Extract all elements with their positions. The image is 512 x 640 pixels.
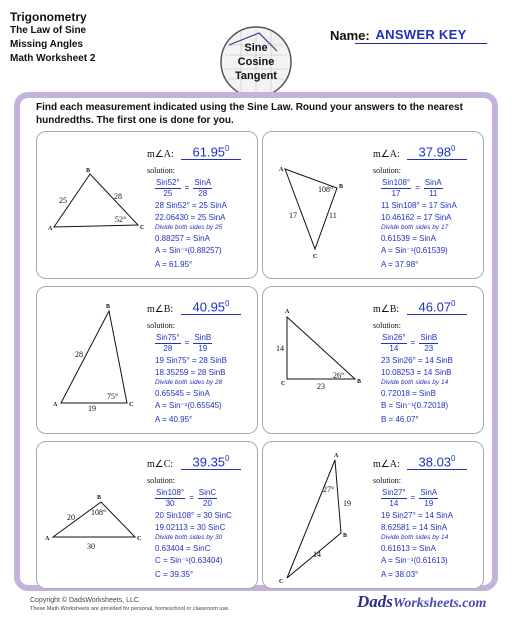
- side-label: 28: [114, 192, 122, 201]
- solution-label: solution:: [147, 321, 176, 330]
- fraction-denominator: 28: [198, 188, 208, 198]
- solution-label: solution:: [373, 476, 402, 485]
- worksheet-heading: [10, 10, 95, 66]
- fraction-numerator: SinC: [198, 487, 217, 497]
- degree-mark: 0: [451, 144, 456, 153]
- solution-final: C = 39.35°: [155, 570, 194, 579]
- side-label: 19: [343, 499, 351, 508]
- solution-step: 10.08253 = 14 SinB: [381, 367, 452, 377]
- fraction-numerator: Sin52°: [156, 177, 180, 187]
- side-label: 11: [329, 211, 337, 220]
- side-label: 19: [88, 404, 96, 413]
- solution-step: 19.02113 = 30 SinC: [155, 522, 226, 532]
- solution-step: C = Sin⁻¹(0.63404): [155, 555, 223, 565]
- solution-label: solution:: [373, 321, 402, 330]
- angle-label: 108°: [318, 185, 334, 194]
- side-label: 17: [289, 211, 297, 220]
- solution-step: 0.88257 = SinA: [155, 234, 210, 243]
- worksheet-subtitle: The Law of Sine: [10, 25, 87, 36]
- solution-step: 0.61539 = SinA: [381, 234, 436, 243]
- solution-note: Divide both sides by 30: [155, 534, 223, 541]
- fraction-numerator: Sin108°: [156, 487, 185, 497]
- angle-label: 52°: [115, 215, 127, 224]
- logo-part-site: Worksheets.com: [392, 596, 487, 611]
- solution-step: 18.35259 = 28 SinB: [155, 367, 226, 377]
- answer-value: 46.07: [418, 299, 452, 315]
- solution-step: 8.62581 = 14 SinA: [381, 522, 448, 532]
- vertex-label: A: [285, 309, 290, 315]
- vertex-label: C: [129, 402, 134, 408]
- answer-field[interactable]: [407, 144, 467, 160]
- worksheet-title: Trigonometry: [10, 10, 87, 24]
- solution-label: solution:: [147, 166, 176, 175]
- solution-label: solution:: [147, 476, 176, 485]
- solution-final: A = 37.98°: [381, 260, 419, 269]
- sine-cosine-tangent-logo: [219, 25, 293, 99]
- problem-card: [262, 286, 484, 434]
- vertex-label: B: [343, 533, 348, 539]
- solution-note: Divide both sides by 28: [155, 379, 223, 386]
- fraction-denominator: 17: [391, 188, 401, 198]
- side-label: 14: [276, 344, 284, 353]
- vertex-label: B: [106, 304, 111, 310]
- fraction-denominator: 19: [198, 343, 208, 353]
- solution-step: 23 Sin26° = 14 SinB: [381, 356, 453, 365]
- vertex-label: A: [53, 402, 58, 408]
- vertex-label: B: [339, 184, 344, 190]
- solution-step: 0.72018 = SinB: [381, 389, 436, 398]
- dadsworksheets-logo[interactable]: [357, 592, 486, 612]
- fraction-denominator: 30: [165, 498, 175, 508]
- vertex-label: C: [140, 225, 145, 231]
- answer-field[interactable]: [181, 299, 241, 315]
- vertex-label: A: [279, 167, 284, 173]
- problem-card: [36, 286, 258, 434]
- answer-field[interactable]: [181, 144, 241, 160]
- answer-field[interactable]: [407, 299, 467, 315]
- side-label: 20: [67, 513, 75, 522]
- logo-part-dads: Dads: [357, 592, 393, 611]
- side-label: 28: [75, 350, 83, 359]
- answer-value: 39.35: [192, 454, 226, 470]
- logo-word-cosine: Cosine: [237, 56, 275, 68]
- problem-card: [36, 131, 258, 279]
- solution-step: 0.61613 = SinA: [381, 544, 436, 553]
- problem-card: [262, 131, 484, 279]
- vertex-label: C: [279, 579, 284, 585]
- solution-step: 20 Sin108° = 30 SinC: [155, 511, 232, 520]
- problem-card: [262, 441, 484, 589]
- problem-card: [36, 441, 258, 589]
- fraction-numerator: SinB: [420, 332, 438, 342]
- worksheet-topic: Missing Angles: [10, 39, 83, 50]
- angle-prompt: m∠C:: [147, 459, 174, 470]
- answer-value: 38.03: [418, 454, 452, 470]
- solution-step: 0.63404 = SinC: [155, 544, 211, 553]
- solution-label: solution:: [373, 166, 402, 175]
- angle-label: 26°: [333, 371, 345, 380]
- solution-final: B = 46.07°: [381, 415, 419, 424]
- answer-field[interactable]: [407, 454, 467, 470]
- solution-note: Divide both sides by 25: [155, 224, 223, 231]
- degree-mark: 0: [225, 144, 230, 153]
- vertex-label: B: [357, 379, 362, 385]
- fraction-denominator: 23: [424, 343, 434, 353]
- fraction-denominator: 14: [389, 343, 399, 353]
- angle-prompt: m∠A:: [373, 149, 400, 160]
- fraction-numerator: SinA: [420, 487, 438, 497]
- answer-value: 61.95: [192, 144, 226, 160]
- solution-steps: $\frac{\text{Sin108°}}{17}$ = $\frac{\text{SinA}}{11}$ 11 Sin108° = 17 SinA 10.46162 = 17 SinA Divide both sides by 17 0.61539 = SinA A = Sin⁻¹(0.61539) A = 37.98°: [381, 177, 457, 269]
- angle-label: 27°: [323, 485, 335, 494]
- vertex-label: C: [137, 536, 142, 542]
- answer-field[interactable]: [181, 454, 241, 470]
- answer-value: 40.95: [192, 299, 226, 315]
- solution-note: Divide both sides by 17: [381, 224, 449, 231]
- vertex-label: A: [48, 226, 53, 232]
- angle-label: 75°: [107, 392, 119, 401]
- solution-step: B = Sin⁻¹(0.72018): [381, 400, 449, 410]
- fraction-numerator: SinA: [194, 177, 212, 187]
- logo-word-tangent: Tangent: [235, 70, 277, 82]
- footer-copyright-block: [30, 596, 230, 614]
- vertex-label: A: [45, 536, 50, 542]
- vertex-label: A: [334, 453, 339, 459]
- vertex-label: C: [281, 381, 286, 387]
- fraction-denominator: 28: [163, 343, 173, 353]
- solution-step: A = Sin⁻¹(0.61539): [381, 245, 448, 255]
- solution-final: A = 38.03°: [381, 570, 419, 579]
- solution-steps: $\frac{\text{Sin26°}}{14}$ = $\frac{\text{SinB}}{23}$ 23 Sin26° = 14 SinB 10.08253 = 14 SinB Divide both sides by 14 0.72018 = SinB B = Sin⁻¹(0.72018) B = 46.07°: [381, 332, 453, 424]
- solution-steps: $\frac{\text{Sin52°}}{25}$ = $\frac{\text{SinA}}{28}$ 28 Sin52° = 25 SinA 22.06430 = 25 SinA Divide both sides by 25 0.88257 = SinA A = Sin⁻¹(0.88257) A = 61.95°: [155, 177, 227, 269]
- fraction-denominator: 20: [203, 498, 212, 508]
- solution-step: 19 Sin27° = 14 SinA: [381, 511, 453, 520]
- side-label: 25: [59, 196, 67, 205]
- answer-value: 37.98: [418, 144, 452, 160]
- solution-step: 0.65545 = SinA: [155, 389, 210, 398]
- solution-steps: $\frac{\text{Sin108°}}{30}$ = $\frac{\text{SinC}}{20}$ 20 Sin108° = 30 SinC 19.02113 = 30 SinC Divide both sides by 30 0.63404 = SinC C = Sin⁻¹(0.63404) C = 39.35°: [155, 487, 232, 579]
- solution-step: A = Sin⁻¹(0.65545): [155, 400, 222, 410]
- fraction-denominator: 14: [389, 498, 399, 508]
- angle-prompt: m∠B:: [147, 304, 174, 315]
- usage-note: These Math Worksheets are provided for personal, homeschool or classroom use.: [30, 606, 230, 612]
- solution-step: 22.06430 = 25 SinA: [155, 212, 226, 222]
- fraction-numerator: SinA: [424, 177, 442, 187]
- name-field[interactable]: ANSWER KEY: [355, 27, 487, 44]
- degree-mark: 0: [451, 299, 456, 308]
- copyright-text: Copyright © DadsWorksheets, LLC: [30, 597, 139, 604]
- instructions: Find each measurement indicated using the Sine Law. Round your answers to the nearest hundredths. The first one is done for you.: [36, 102, 463, 126]
- fraction-denominator: 11: [429, 188, 438, 198]
- logo-word-sine: Sine: [244, 42, 268, 54]
- worksheet-number: Math Worksheet 2: [10, 53, 96, 64]
- solution-final: A = 61.95°: [155, 260, 193, 269]
- solution-step: 28 Sin52° = 25 SinA: [155, 201, 227, 210]
- angle-prompt: m∠A:: [147, 149, 174, 160]
- solution-note: Divide both sides by 14: [381, 379, 449, 386]
- angle-prompt: m∠B:: [373, 304, 400, 315]
- degree-mark: 0: [225, 299, 230, 308]
- fraction-denominator: 25: [163, 188, 173, 198]
- fraction-numerator: SinB: [194, 332, 212, 342]
- solution-steps: $\frac{\text{Sin75°}}{28}$ = $\frac{\text{SinB}}{19}$ 19 Sin75° = 28 SinB 18.35259 = 28 SinB Divide both sides by 28 0.65545 = SinA A = Sin⁻¹(0.65545) A = 40.95°: [155, 332, 227, 424]
- side-label: 30: [87, 542, 95, 551]
- degree-mark: 0: [451, 454, 456, 463]
- fraction-denominator: 19: [424, 498, 434, 508]
- side-label: 23: [317, 382, 325, 391]
- angle-label: 108°: [91, 508, 107, 517]
- fraction-numerator: Sin26°: [382, 332, 406, 342]
- vertex-label: B: [86, 168, 91, 174]
- solution-step: 19 Sin75° = 28 SinB: [155, 356, 227, 365]
- solution-steps: $\frac{\text{Sin27°}}{14}$ = $\frac{\text{SinA}}{19}$ 19 Sin27° = 14 SinA 8.62581 = 14 SinA Divide both sides by 14 0.61613 = SinA A = Sin⁻¹(0.61613) A = 38.03°: [381, 487, 453, 579]
- solution-step: A = Sin⁻¹(0.61613): [381, 555, 448, 565]
- fraction-numerator: Sin75°: [156, 332, 180, 342]
- vertex-label: B: [97, 495, 102, 501]
- vertex-label: C: [313, 254, 318, 260]
- degree-mark: 0: [225, 454, 230, 463]
- solution-note: Divide both sides by 14: [381, 534, 449, 541]
- solution-step: A = Sin⁻¹(0.88257): [155, 245, 222, 255]
- side-label: 14: [313, 550, 321, 559]
- fraction-numerator: Sin108°: [382, 177, 411, 187]
- angle-prompt: m∠A:: [373, 459, 400, 470]
- fraction-numerator: Sin27°: [382, 487, 406, 497]
- solution-step: 11 Sin108° = 17 SinA: [381, 201, 457, 210]
- name-label: Name:: [330, 28, 370, 43]
- solution-step: 10.46162 = 17 SinA: [381, 212, 452, 222]
- solution-final: A = 40.95°: [155, 415, 193, 424]
